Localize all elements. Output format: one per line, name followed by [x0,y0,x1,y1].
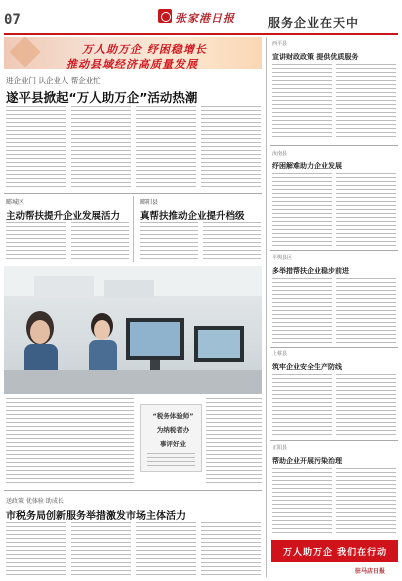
bottom-body-col1 [6,522,66,578]
sidebar-item3-body-col2 [336,278,396,344]
bottom-body-col2 [71,522,131,578]
sidebar-item3-title: 多举措帮扶企业稳步前进 [272,267,349,275]
newspaper-logo-icon [158,9,172,23]
newspaper-logo-text: 张家港日报 [175,12,235,25]
lead-body-col1 [6,106,66,188]
left-mid-body-col2 [71,222,129,262]
bottom-kicker: 送政策 优体验 助成长 [6,498,64,505]
sidebar-item1-title: 宣讲财政政策 提供优质服务 [272,53,359,61]
banner-line1: 万人助万企 纾困稳增长 [82,43,207,56]
caption-body [147,453,195,469]
sidebar-item4-body-col1 [272,374,332,436]
sidebar-item1-tag: 西平县 [272,41,288,47]
center-mid-headline: 真帮扶推动企业提升档级 [140,211,245,222]
center-mid-body-col1 [140,222,198,262]
sidebar-item4-body-col2 [336,374,396,436]
lead-body-col4 [201,106,261,188]
left-mid-tag: 郾城区 [6,199,25,206]
left-mid-headline: 主动帮扶提升企业发展活力 [6,211,121,222]
banner-decoration [9,37,40,68]
divider [270,145,398,146]
sidebar-item2-body-col1 [272,173,332,247]
banner-line2: 推动县域经济高质量发展 [66,58,198,69]
section-title: 服务企业在天中 [268,16,360,30]
sidebar-item4-tag: 上蔡县 [272,351,288,357]
office-photo [4,266,262,394]
divider [4,490,262,491]
divider [4,193,262,194]
sidebar-item5-body-col1 [272,468,332,534]
campaign-banner [4,37,262,69]
footer-slogan: 万人助万企 我们在行动 [283,548,388,558]
sidebar-item2-title: 纾困解难助力企业发展 [272,162,342,170]
sidebar-item1-body-col1 [272,64,332,140]
sidebar-item2-body-col2 [336,173,396,247]
header-rule [4,33,398,35]
corner-logo: 驻马店日报 [355,568,386,575]
sidebar-item2-tag: 汝南县 [272,151,288,157]
sidebar-item5-body-col2 [336,468,396,534]
masthead [0,0,402,40]
caption-line1: “税务体验师” [152,412,194,420]
center-mid-body-col2 [203,222,261,262]
divider [270,440,398,441]
lead-body-col3 [136,106,196,188]
sidebar-item5-title: 帮助企业开展污染治理 [272,457,342,465]
photo-side-text-left [6,398,134,486]
divider [270,250,398,251]
lead-headline: 遂平县掀起“万人助万企”活动热潮 [6,90,198,105]
sidebar-item3-tag: 平舆县区 [272,255,293,261]
lead-body-col2 [71,106,131,188]
left-mid-body-col1 [6,222,66,262]
column-divider [133,196,134,262]
sidebar-item3-body-col1 [272,278,332,344]
photo-side-text-right [206,398,262,486]
caption-line2: 为纳税者办 [156,426,190,434]
bottom-body-col3 [136,522,196,578]
divider [270,347,398,348]
bottom-headline: 市税务局创新服务举措激发市场主体活力 [6,511,186,522]
bottom-body-col4 [201,522,261,578]
sidebar-item1-body-col2 [336,64,396,140]
photo-caption-box [140,404,202,472]
sidebar-divider [266,37,267,577]
caption-line3: 事评好业 [160,440,186,448]
sidebar-item5-tag: 正阳县 [272,445,288,451]
sidebar-item4-title: 筑牢企业安全生产防线 [272,363,342,371]
lead-kicker: 进企业门 认企业人 帮企业忙 [6,76,101,85]
page-number: 07 [4,12,21,28]
campaign-footer-bar [271,540,398,562]
office-scene-illustration [4,266,262,394]
center-mid-tag: 郾阳县 [140,199,159,206]
